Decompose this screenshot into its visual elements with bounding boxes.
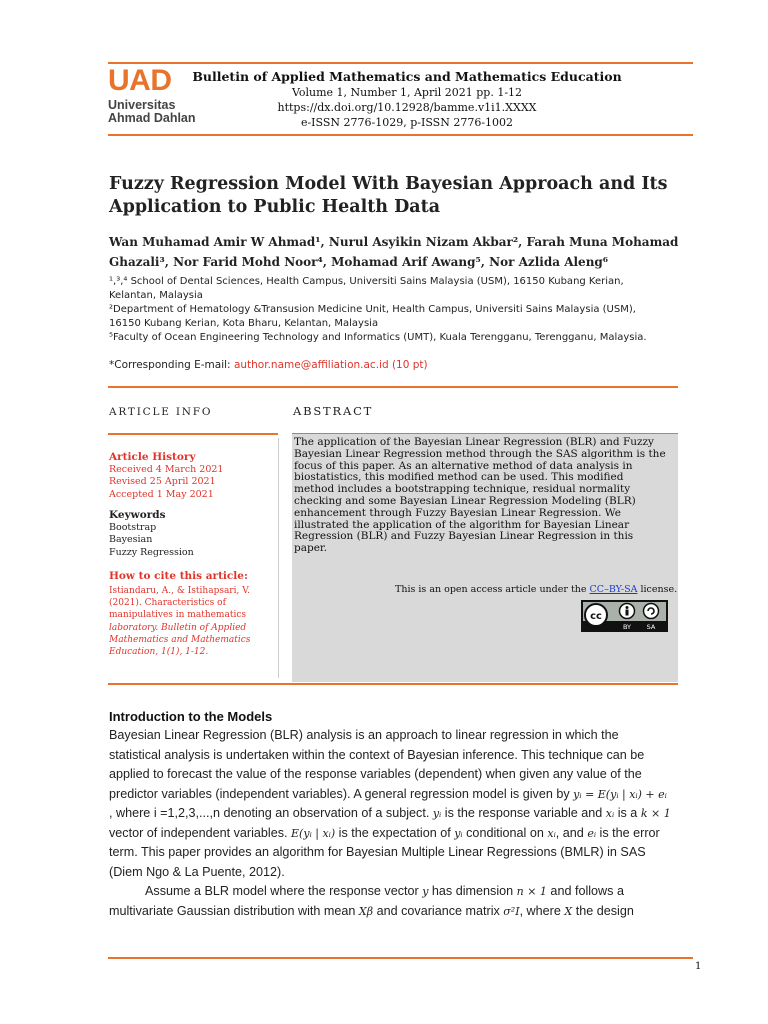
column-divider: [278, 438, 279, 678]
abstract-line: paper.: [294, 542, 328, 555]
corr-email-link[interactable]: author.name@affiliation.ac.id (10 pt): [233, 359, 428, 371]
authors-line-1: Wan Muhamad Amir W Ahmad¹, Nurul Asyikin Nizam Akbar², Farah Muna Mohamad: [109, 235, 679, 249]
cc-sa-label: SA: [646, 623, 656, 631]
cite-line: (2021). Characteristics of: [109, 598, 226, 609]
body-line: multivariate Gaussian distribution with mean Xβ and covariance matrix σ²I, where X the design: [109, 903, 634, 918]
keywords-heading: Keywords: [109, 509, 166, 521]
corresponding-email: [109, 359, 428, 371]
info-left-rule: [108, 433, 278, 435]
journal-doi[interactable]: https://dx.doi.org/10.12928/bamme.v1i1.XXXX: [277, 101, 537, 114]
body-line: Bayesian Linear Regression (BLR) analysis is an approach to linear regression in which the: [109, 728, 619, 742]
affiliation-3: ⁵Faculty of Ocean Engineering Technology and Informatics (UMT), Kuala Terengganu, Terengganu, Malaysia.: [109, 332, 647, 343]
body-line: statistical analysis is undertaken within the context of Bayesian inference. This technique can be: [109, 747, 645, 762]
body-line: Assume a BLR model where the response vector y has dimension n × 1 and follows a: [145, 884, 624, 898]
revised-date: Revised 25 April 2021: [109, 476, 216, 487]
affil1-line-1: ¹,³,⁴ School of Dental Sciences, Health Campus, Universiti Sains Malaysia (USM), 16150 Kubang Kerian,: [109, 276, 624, 287]
journal-issn: e-ISSN 2776-1029, p-ISSN 2776-1002: [300, 116, 514, 129]
open-access-note: [395, 584, 677, 595]
body-line: , where i =1,2,3,...,n denoting an observation of a subject. yᵢ is the response variable and xᵢ is a k × 1: [109, 806, 671, 820]
article-history: [109, 451, 223, 501]
body-line: predictor variables (independent variables). A general regression model is given by yᵢ = E(yᵢ | xᵢ) + eᵢ: [109, 786, 667, 801]
received-date: Received 4 March 2021: [109, 463, 224, 475]
uad-logo: UAD: [108, 64, 172, 97]
abstract-text: [294, 437, 668, 555]
body-paragraph-2: [109, 882, 703, 921]
page-number: 1: [695, 961, 702, 972]
corr-label: *Corresponding E-mail:: [109, 359, 234, 371]
info-bottom-rule: [108, 683, 678, 685]
cite-line: Istiandaru, A., & Istihapsari, V.: [109, 586, 250, 596]
body-line: term. This paper provides an algorithm for Bayesian Multiple Linear Regressions (BMLR) in SAS: [109, 845, 646, 859]
abstract-heading: ABSTRACT: [293, 404, 374, 418]
svg-text:cc: cc: [590, 611, 602, 622]
abstract-line: Regression (BLR) and Fuzzy Bayesian Linear Regression in this: [294, 530, 634, 543]
citation-text: [109, 585, 269, 658]
header-bottom-rule: [108, 134, 693, 136]
cite-line: Mathematics and Mathematics: [109, 634, 251, 645]
abstract-line: method includes a bootstrapping technique, residual normality: [294, 483, 631, 496]
logo-sub-line-2: Ahmad Dahlan: [108, 111, 196, 125]
keywords-block: [109, 509, 194, 559]
journal-title: Bulletin of Applied Mathematics and Mathematics Education: [192, 69, 622, 84]
abstract-line: The application of the Bayesian Linear Regression (BLR) and Fuzzy: [294, 436, 654, 448]
affil2-line-2: 16150 Kubang Kerian, Kota Bharu, Kelantan, Malaysia: [109, 317, 379, 329]
cite-line: Education, 1(1), 1-12.: [109, 647, 209, 658]
affiliation-2: [109, 303, 709, 330]
affiliation-1: [109, 275, 709, 302]
cc-license-badge[interactable]: [581, 600, 668, 632]
title-line-1: Fuzzy Regression Model With Bayesian Approach and Its: [109, 174, 668, 194]
affil2-line-1: ²Department of Hematology &Transusion Medicine Unit, Health Campus, Universiti Sains Malaysia (USM),: [109, 304, 636, 315]
info-top-rule: [108, 386, 678, 388]
affil1-line-2: Kelantan, Malaysia: [109, 289, 203, 301]
cite-line: laboratory. Bulletin of Applied: [109, 622, 247, 633]
footer-rule: [108, 957, 693, 959]
paper-title: [109, 173, 709, 219]
cite-line: manipulatives in mathematics: [109, 610, 246, 621]
abstract-line: Bayesian Linear Regression method through the SAS algorithm is the: [294, 447, 666, 460]
abstract-line: illustrated the application of the algorithm for Bayesian Linear: [294, 518, 630, 531]
cc-by-sa-link[interactable]: CC–BY-SA: [589, 584, 638, 595]
body-paragraph-1: [109, 726, 703, 882]
regression-equation: yᵢ = E(yᵢ | xᵢ) + eᵢ: [573, 787, 667, 801]
header-top-rule: [108, 62, 693, 64]
abstract-line: checking and some Bayesian Linear Regression Modeling (BLR): [294, 494, 636, 507]
keyword-item: Bayesian: [109, 534, 153, 545]
accepted-date: Accepted 1 May 2021: [109, 488, 214, 500]
logo-sub-line-1: Universitas: [108, 98, 176, 112]
keyword-item: Fuzzy Regression: [109, 546, 194, 558]
title-line-2: Application to Public Health Data: [109, 197, 441, 217]
cite-heading: How to cite this article:: [109, 570, 248, 582]
body-line: vector of independent variables. E(yᵢ | xᵢ) is the expectation of yᵢ conditional on xᵢ, and eᵢ is the error: [109, 825, 660, 840]
author-list: [109, 232, 709, 272]
journal-volume: Volume 1, Number 1, April 2021 pp. 1-12: [291, 86, 523, 99]
section-heading: Introduction to the Models: [109, 709, 273, 724]
uad-logo-subtitle: [108, 99, 196, 125]
cc-badge-icon: [582, 601, 667, 631]
authors-line-2: Ghazali³, Nor Farid Mohd Noor⁴, Mohamad Arif Awang⁵, Nor Azlida Aleng⁶: [109, 255, 609, 269]
article-info-heading: ARTICLE INFO: [109, 406, 213, 418]
oa-prefix: This is an open access article under the: [395, 584, 590, 595]
body-line: applied to forecast the value of the response variables (dependent) when given any value of the: [109, 767, 642, 781]
abstract-line: enhancement through Fuzzy Bayesian Linear Regression. We: [294, 506, 621, 519]
abstract-line: biostatistics, this modified method can be used. This modified: [294, 471, 624, 484]
body-line: (Diem Ngo & La Puente, 2012).: [109, 864, 285, 879]
oa-suffix: license.: [637, 584, 678, 595]
keyword-item: Bootstrap: [109, 521, 157, 533]
history-heading: Article History: [109, 451, 196, 463]
cc-by-label: BY: [622, 623, 632, 631]
abstract-line: focus of this paper. As an alternative method of data analysis in: [294, 459, 633, 472]
